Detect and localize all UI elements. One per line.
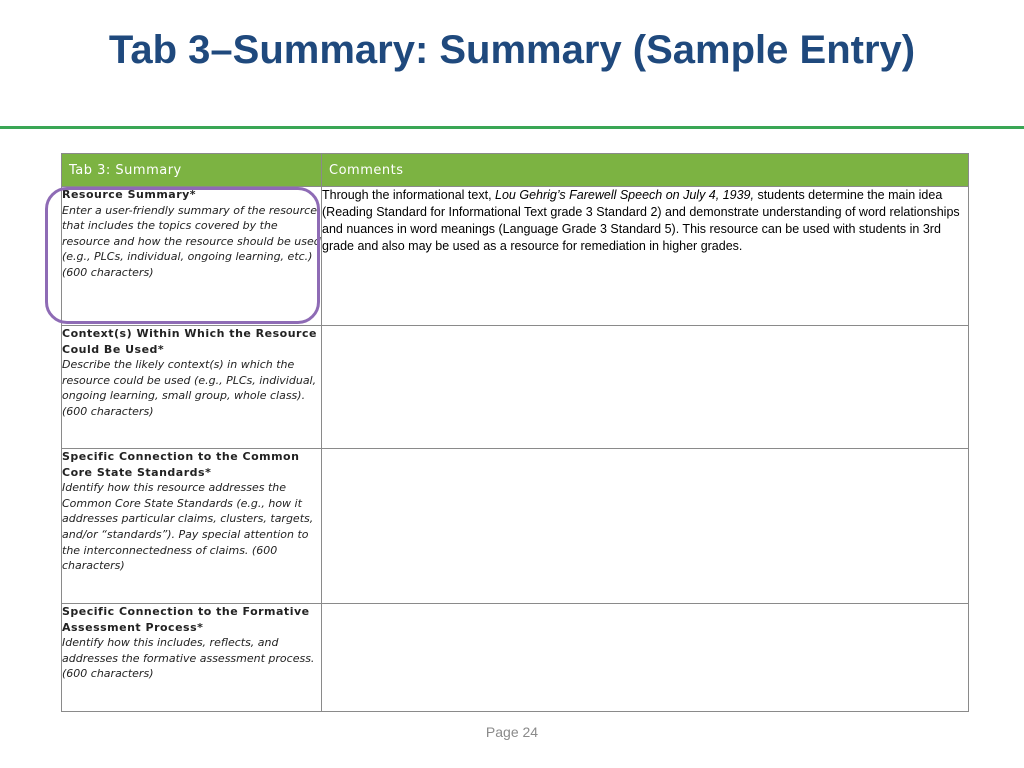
summary-table <box>61 153 969 712</box>
field-cell-context <box>62 326 322 449</box>
field-cell-ccss-connection <box>62 449 322 604</box>
comment-cell-ccss-connection[interactable] <box>322 449 969 604</box>
field-label: Specific Connection to the Formative Assessment Process* <box>62 605 310 634</box>
comment-text-end: students determine the main idea (Reading Standard for Informational Text grade 3 Standard 2) and demonstrate understanding of word relationships and nuances in word meanings (Language Grade 3 Standard 5). This resource can be used with students in 3rd grade and also may be used as a resource for remediation in higher grades. <box>322 188 960 253</box>
header-comments: Comments <box>322 154 969 187</box>
field-description: Enter a user-friendly summary of the resource that includes the topics covered by the resource and how the resource should be used (e.g., PLCs, individual, ongoing learning, etc.) <box>62 203 321 264</box>
field-label: Specific Connection to the Common Core State Standards* <box>62 450 300 479</box>
comment-cell-resource-summary[interactable] <box>322 187 969 326</box>
field-label: Context(s) Within Which the Resource Could Be Used* <box>62 327 317 356</box>
table-row-formative-assessment <box>62 604 969 712</box>
comment-cell-formative-assessment[interactable] <box>322 604 969 712</box>
page-number: Page 24 <box>485 724 539 740</box>
table-row-ccss-connection <box>62 449 969 604</box>
comment-text-title: Lou Gehrig’s Farewell Speech on July 4, 1939, <box>495 188 754 202</box>
table-row-context <box>62 326 969 449</box>
title-divider <box>0 126 1024 129</box>
comment-text-start: Through the informational text, <box>322 188 496 202</box>
table-row-resource-summary <box>62 187 969 326</box>
field-description: Identify how this includes, reflects, and addresses the formative assessment process. (600 characters) <box>62 636 315 681</box>
field-label: Resource Summary* <box>62 188 197 201</box>
header-tab3-summary: Tab 3: Summary <box>62 154 322 187</box>
table-header-row <box>62 154 969 187</box>
field-char-limit: (600 characters) <box>62 265 154 279</box>
comment-cell-context[interactable] <box>322 326 969 449</box>
field-description: Identify how this resource addresses the Common Core State Standards (e.g., how it addresses particular claims, clusters, targets, and/or “standards”). Pay special attention to the interconnectedness of claims. (600 characters) <box>62 481 314 573</box>
field-cell-formative-assessment <box>62 604 322 712</box>
slide-title: Tab 3–Summary: Summary (Sample Entry) <box>108 28 916 72</box>
field-description: Describe the likely context(s) in which the resource could be used (e.g., PLCs, individual, ongoing learning, small group, whole class). (600 characters) <box>62 358 317 418</box>
field-cell-resource-summary <box>62 187 322 326</box>
